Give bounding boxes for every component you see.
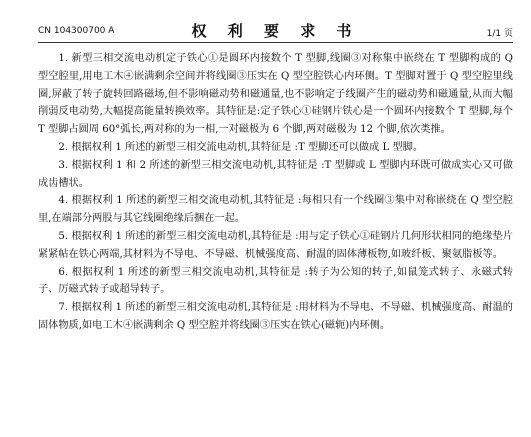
page-header <box>38 0 513 44</box>
claims-body <box>38 50 513 335</box>
claim-3: 3. 根据权利 1 和 2 所述的新型三相交流电动机,其特征是 :T 型脚或 L 型脚内环既可做成实心又可做成齿槽状。 <box>38 159 513 189</box>
document-title: 权 利 要 求 书 <box>191 22 360 40</box>
page-number: 1/1 页 <box>486 29 513 39</box>
claim-4: 4. 根据权利 1 所述的新型三相交流电动机,其特征是 :每相只有一个线圈③集中对称嵌绕在 Q 型空腔里,在端部分两股与其它线圈绝缘后捆在一起。 <box>38 195 513 225</box>
claim-6: 6. 根据权利 1 所述的新型三相交流电动机,其特征是 :转子为公知的转子,如鼠笼式转子、永磁式转子、厉磁式转子或超导转子。 <box>38 266 513 296</box>
patent-number: CN 104300700 A <box>38 26 115 36</box>
claim-2: 2. 根据权利 1 所述的新型三相交流电动机,其特征是 :T 型脚还可以做成 L 型脚。 <box>58 141 424 153</box>
claim-7: 7. 根据权利 1 所述的新型三相交流电动机,其特征是 :用材料为不导电、不导磁、机械强度高、耐温的固体物质,如电工木④嵌满剩余 Q 型空腔并将线圈③压实在铁心(磁轭)内环侧。 <box>38 302 513 331</box>
header-divider <box>38 42 513 43</box>
claim-1: 1. 新型三相交流电动机定子铁心①是圆环内接数个 T 型脚,线圈③对称集中嵌绕在 T 型脚构成的 Q 型空腔里,用电工木④嵌满剩余空间并将线圈③压实在 Q 型空腔铁心内环侧。T 型脚对置于 Q 型空腔里线圈,屏蔽了转子旋转回路磁场,但不影响磁动势和磁通量,也不影响定子线圈产生的磁动势和磁通量,从而大幅削弱反电动势,大幅提高能量转换效率。其特征是:定子铁心①硅钢片铁心是一个圆环内接数个 T 型脚,每个 T 型脚占圆周 60°弧长,两对称的为一相,一对磁极为 6 个脚,两对磁极为 12 个脚,依次类推。 <box>38 53 513 136</box>
claim-5: 5. 根据权利 1 所述的新型三相交流电动机,其特征是 :用与定子铁心①硅钢片几何形状相同的绝缘垫片紧紧帖在铁心两端,其材料为不导电、不导磁、机械强度高、耐温的固体薄板物,如玻纤板、聚氨脂板等。 <box>38 230 513 260</box>
